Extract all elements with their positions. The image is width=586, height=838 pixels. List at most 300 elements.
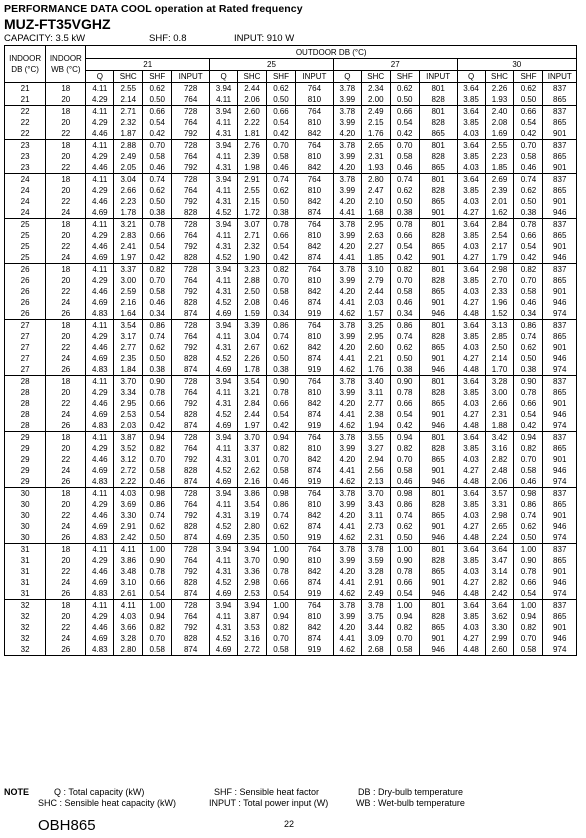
data-cell: 0.58 (390, 465, 419, 476)
indoor-wb-cell: 24 (46, 252, 86, 264)
table-row (5, 432, 577, 444)
indoor-db-cell: 28 (5, 376, 46, 388)
data-cell: 4.83 (86, 644, 114, 656)
data-cell: 828 (172, 409, 210, 420)
data-cell: 1.00 (514, 544, 543, 556)
data-cell: 728 (172, 600, 210, 612)
data-cell: 764 (295, 264, 333, 276)
data-cell: 1.76 (361, 364, 390, 376)
data-cell: 0.58 (514, 465, 543, 476)
data-cell: 2.69 (485, 174, 514, 186)
column-header-shc: SHC (114, 71, 143, 83)
data-cell: 0.50 (514, 532, 543, 544)
table-row (5, 230, 577, 241)
indoor-db-cell: 24 (5, 185, 46, 196)
data-cell: 3.30 (485, 622, 514, 633)
data-cell: 828 (419, 275, 457, 286)
indoor-wb-cell: 26 (46, 308, 86, 320)
indoor-db-cell: 25 (5, 230, 46, 241)
note-shc: SHC : Sensible heat capacity (kW) (38, 798, 177, 808)
data-cell: 2.88 (114, 140, 143, 152)
data-cell: 0.78 (143, 387, 172, 398)
indoor-db-cell: 30 (5, 510, 46, 521)
data-cell: 837 (543, 432, 577, 444)
data-cell: 3.85 (457, 94, 485, 106)
performance-table (4, 45, 577, 656)
data-cell: 0.50 (390, 196, 419, 207)
data-cell: 0.82 (143, 264, 172, 276)
data-cell: 828 (419, 117, 457, 128)
data-cell: 3.30 (114, 510, 143, 521)
table-row (5, 297, 577, 308)
table-row (5, 140, 577, 152)
indoor-db-cell: 23 (5, 151, 46, 162)
data-cell: 828 (419, 611, 457, 622)
data-cell: 0.58 (143, 286, 172, 297)
data-cell: 0.66 (266, 106, 295, 118)
data-cell: 3.62 (485, 611, 514, 622)
data-cell: 801 (419, 600, 457, 612)
data-cell: 4.20 (333, 128, 361, 140)
data-cell: 0.62 (143, 83, 172, 95)
data-cell: 0.54 (514, 409, 543, 420)
data-cell: 0.78 (143, 219, 172, 231)
data-cell: 865 (419, 286, 457, 297)
data-cell: 2.85 (485, 331, 514, 342)
column-header-q: Q (457, 71, 485, 83)
data-cell: 0.70 (514, 275, 543, 286)
data-cell: 0.90 (514, 555, 543, 566)
data-cell: 2.31 (361, 151, 390, 162)
data-cell: 828 (419, 185, 457, 196)
data-cell: 3.19 (238, 510, 267, 521)
data-cell: 4.31 (210, 566, 238, 577)
data-cell: 842 (295, 566, 333, 577)
data-cell: 0.78 (266, 387, 295, 398)
data-cell: 828 (419, 151, 457, 162)
table-row (5, 94, 577, 106)
indoor-db-cell: 23 (5, 162, 46, 174)
data-cell: 4.69 (210, 532, 238, 544)
data-cell: 4.69 (86, 577, 114, 588)
data-cell: 3.78 (333, 600, 361, 612)
data-cell: 0.46 (390, 162, 419, 174)
data-cell: 0.78 (266, 566, 295, 577)
data-cell: 837 (543, 140, 577, 152)
data-cell: 865 (419, 241, 457, 252)
data-cell: 919 (295, 308, 333, 320)
data-cell: 842 (295, 162, 333, 174)
data-cell: 810 (295, 499, 333, 510)
data-cell: 4.48 (457, 476, 485, 488)
data-cell: 4.31 (210, 196, 238, 207)
data-cell: 3.86 (238, 488, 267, 500)
data-cell: 874 (295, 297, 333, 308)
data-cell: 728 (172, 320, 210, 332)
data-cell: 828 (172, 465, 210, 476)
data-cell: 0.78 (514, 219, 543, 231)
data-cell: 4.03 (457, 162, 485, 174)
data-cell: 0.86 (143, 499, 172, 510)
data-cell: 828 (419, 387, 457, 398)
data-cell: 1.72 (238, 207, 267, 219)
data-cell: 810 (295, 331, 333, 342)
data-cell: 0.98 (266, 488, 295, 500)
document-title (4, 3, 303, 15)
data-cell: 0.66 (390, 398, 419, 409)
data-cell: 1.00 (266, 544, 295, 556)
data-cell: 4.46 (86, 162, 114, 174)
table-row (5, 398, 577, 409)
data-cell: 2.54 (485, 230, 514, 241)
data-cell: 865 (543, 387, 577, 398)
data-cell: 2.06 (238, 94, 267, 106)
data-cell: 3.99 (333, 331, 361, 342)
data-cell: 2.27 (361, 241, 390, 252)
data-cell: 4.83 (86, 588, 114, 600)
table-row (5, 443, 577, 454)
data-cell: 3.86 (114, 555, 143, 566)
data-cell: 4.29 (86, 555, 114, 566)
data-cell: 842 (295, 241, 333, 252)
data-cell: 4.11 (86, 432, 114, 444)
data-cell: 2.95 (361, 219, 390, 231)
data-cell: 0.70 (143, 140, 172, 152)
data-cell: 0.50 (143, 94, 172, 106)
data-cell: 2.76 (238, 140, 267, 152)
indoor-db-cell: 22 (5, 106, 46, 118)
data-cell: 0.82 (390, 264, 419, 276)
data-cell: 4.29 (86, 499, 114, 510)
data-cell: 0.34 (266, 308, 295, 320)
data-cell: 3.94 (210, 219, 238, 231)
indoor-db-cell: 30 (5, 521, 46, 532)
data-cell: 4.03 (457, 398, 485, 409)
data-cell: 3.78 (333, 106, 361, 118)
indoor-wb-cell: 18 (46, 219, 86, 231)
data-cell: 0.66 (390, 577, 419, 588)
data-cell: 901 (419, 353, 457, 364)
data-cell: 2.33 (485, 286, 514, 297)
data-cell: 0.90 (390, 376, 419, 388)
column-header-q: Q (333, 71, 361, 83)
data-cell: 1.00 (390, 544, 419, 556)
indoor-wb-cell: 20 (46, 555, 86, 566)
data-cell: 1.79 (485, 252, 514, 264)
data-cell: 1.98 (238, 162, 267, 174)
data-cell: 0.74 (266, 174, 295, 186)
indoor-db-cell: 26 (5, 297, 46, 308)
data-cell: 874 (295, 577, 333, 588)
data-cell: 4.20 (333, 162, 361, 174)
data-cell: 4.11 (86, 83, 114, 95)
data-cell: 4.20 (333, 286, 361, 297)
data-cell: 901 (419, 297, 457, 308)
data-cell: 4.29 (86, 275, 114, 286)
data-cell: 792 (172, 128, 210, 140)
indoor-db-cell: 30 (5, 488, 46, 500)
data-cell: 4.31 (210, 622, 238, 633)
data-cell: 0.46 (266, 162, 295, 174)
data-cell: 874 (172, 364, 210, 376)
data-cell: 0.90 (390, 555, 419, 566)
data-cell: 764 (172, 151, 210, 162)
data-cell: 792 (172, 241, 210, 252)
data-cell: 0.58 (266, 151, 295, 162)
data-cell: 837 (543, 544, 577, 556)
data-cell: 792 (172, 342, 210, 353)
data-cell: 0.58 (390, 151, 419, 162)
data-cell: 2.98 (238, 577, 267, 588)
table-row (5, 476, 577, 488)
data-cell: 4.48 (457, 532, 485, 544)
note-wb: WB : Wet-bulb temperature (356, 798, 465, 808)
data-cell: 0.74 (514, 174, 543, 186)
data-cell: 4.31 (210, 241, 238, 252)
data-cell: 1.62 (485, 207, 514, 219)
data-cell: 0.54 (143, 588, 172, 600)
data-cell: 0.62 (514, 342, 543, 353)
data-cell: 3.85 (457, 230, 485, 241)
data-cell: 0.54 (514, 241, 543, 252)
data-cell: 0.78 (390, 219, 419, 231)
data-cell: 810 (295, 117, 333, 128)
data-cell: 0.70 (143, 275, 172, 286)
data-cell: 4.27 (457, 577, 485, 588)
data-cell: 728 (172, 544, 210, 556)
data-cell: 974 (543, 364, 577, 376)
data-cell: 4.11 (210, 611, 238, 622)
indoor-db-cell: 22 (5, 117, 46, 128)
indoor-wb-cell: 20 (46, 443, 86, 454)
data-cell: 801 (419, 488, 457, 500)
data-cell: 4.46 (86, 510, 114, 521)
data-cell: 0.34 (143, 308, 172, 320)
data-cell: 3.64 (457, 544, 485, 556)
indoor-wb-cell: 22 (46, 128, 86, 140)
data-cell: 0.42 (390, 252, 419, 264)
data-cell: 4.20 (333, 454, 361, 465)
table-row (5, 555, 577, 566)
table-row (5, 185, 577, 196)
data-cell: 4.46 (86, 241, 114, 252)
data-cell: 3.23 (238, 264, 267, 276)
data-cell: 0.94 (514, 432, 543, 444)
data-cell: 3.07 (238, 219, 267, 231)
data-cell: 0.82 (514, 264, 543, 276)
data-cell: 3.25 (361, 320, 390, 332)
table-row (5, 219, 577, 231)
data-cell: 3.94 (210, 376, 238, 388)
data-cell: 3.78 (333, 376, 361, 388)
data-cell: 4.52 (210, 207, 238, 219)
data-cell: 1.96 (485, 297, 514, 308)
data-cell: 2.10 (361, 196, 390, 207)
data-cell: 874 (172, 588, 210, 600)
data-cell: 3.70 (238, 555, 267, 566)
data-cell: 0.70 (143, 633, 172, 644)
data-cell: 4.46 (86, 398, 114, 409)
data-cell: 1.87 (114, 128, 143, 140)
indoor-wb-cell: 24 (46, 521, 86, 532)
data-cell: 4.52 (210, 577, 238, 588)
data-cell: 3.52 (114, 443, 143, 454)
data-cell: 0.70 (390, 633, 419, 644)
data-cell: 4.20 (333, 196, 361, 207)
indoor-wb-cell: 18 (46, 376, 86, 388)
data-cell: 4.69 (86, 409, 114, 420)
data-cell: 4.03 (457, 128, 485, 140)
indoor-db-cell: 32 (5, 611, 46, 622)
data-cell: 3.78 (333, 83, 361, 95)
data-cell: 3.28 (361, 566, 390, 577)
data-cell: 3.94 (210, 106, 238, 118)
data-cell: 0.82 (266, 443, 295, 454)
data-cell: 0.58 (390, 286, 419, 297)
data-cell: 2.06 (485, 476, 514, 488)
data-cell: 901 (543, 398, 577, 409)
data-cell: 946 (543, 633, 577, 644)
notes-label: NOTE (4, 787, 30, 797)
data-cell: 2.44 (238, 409, 267, 420)
data-cell: 2.91 (114, 521, 143, 532)
data-cell: 0.82 (514, 443, 543, 454)
data-cell: 4.83 (86, 420, 114, 432)
data-cell: 4.03 (457, 196, 485, 207)
data-cell: 901 (419, 521, 457, 532)
indoor-wb-cell: 26 (46, 476, 86, 488)
data-cell: 2.26 (485, 83, 514, 95)
indoor-db-cell: 21 (5, 83, 46, 95)
data-cell: 3.16 (238, 633, 267, 644)
data-cell: 4.69 (86, 633, 114, 644)
indoor-db-cell: 27 (5, 320, 46, 332)
data-cell: 946 (419, 364, 457, 376)
indoor-wb-cell: 20 (46, 499, 86, 510)
data-cell: 4.20 (333, 342, 361, 353)
data-cell: 837 (543, 264, 577, 276)
data-cell: 3.78 (333, 174, 361, 186)
data-cell: 3.54 (238, 499, 267, 510)
data-cell: 865 (419, 398, 457, 409)
data-cell: 946 (543, 297, 577, 308)
data-cell: 3.70 (238, 432, 267, 444)
data-cell: 4.41 (333, 521, 361, 532)
data-cell: 4.41 (333, 577, 361, 588)
data-cell: 3.78 (333, 488, 361, 500)
table-row (5, 566, 577, 577)
data-cell: 1.93 (361, 162, 390, 174)
column-header-input: INPUT (172, 71, 210, 83)
data-cell: 865 (543, 185, 577, 196)
data-cell: 4.52 (210, 353, 238, 364)
data-cell: 0.42 (266, 252, 295, 264)
data-cell: 2.03 (361, 297, 390, 308)
data-cell: 2.40 (485, 106, 514, 118)
data-cell: 4.83 (86, 476, 114, 488)
data-cell: 3.64 (457, 600, 485, 612)
table-row (5, 83, 577, 95)
data-cell: 4.46 (86, 622, 114, 633)
data-cell: 0.94 (266, 611, 295, 622)
data-cell: 728 (172, 219, 210, 231)
data-cell: 4.46 (86, 196, 114, 207)
data-cell: 4.41 (333, 633, 361, 644)
data-cell: 0.70 (390, 454, 419, 465)
data-cell: 0.62 (143, 342, 172, 353)
data-cell: 4.03 (457, 510, 485, 521)
data-cell: 0.42 (143, 420, 172, 432)
data-cell: 1.57 (361, 308, 390, 320)
data-cell: 0.38 (143, 364, 172, 376)
indoor-wb-cell: 18 (46, 106, 86, 118)
data-cell: 764 (172, 185, 210, 196)
data-cell: 0.70 (266, 454, 295, 465)
data-cell: 0.66 (390, 230, 419, 241)
data-cell: 0.42 (266, 420, 295, 432)
data-cell: 842 (295, 454, 333, 465)
data-cell: 0.94 (143, 432, 172, 444)
data-cell: 837 (543, 83, 577, 95)
data-cell: 764 (295, 376, 333, 388)
data-cell: 4.11 (210, 555, 238, 566)
data-cell: 3.36 (238, 566, 267, 577)
data-cell: 874 (172, 532, 210, 544)
data-cell: 4.69 (210, 644, 238, 656)
data-cell: 3.85 (457, 185, 485, 196)
data-cell: 2.56 (361, 465, 390, 476)
table-row (5, 376, 577, 388)
data-cell: 874 (295, 252, 333, 264)
data-cell: 2.16 (114, 297, 143, 308)
indoor-wb-cell: 20 (46, 611, 86, 622)
data-cell: 2.98 (485, 510, 514, 521)
data-cell: 0.86 (266, 320, 295, 332)
data-cell: 2.17 (485, 241, 514, 252)
data-cell: 4.29 (86, 443, 114, 454)
data-cell: 0.62 (266, 185, 295, 196)
data-cell: 3.00 (485, 387, 514, 398)
indoor-db-cell: 28 (5, 420, 46, 432)
header-row-columns (5, 71, 577, 83)
indoor-wb-cell: 24 (46, 633, 86, 644)
indoor-db-cell: 29 (5, 465, 46, 476)
data-cell: 801 (419, 264, 457, 276)
data-cell: 0.74 (266, 331, 295, 342)
data-cell: 2.72 (114, 465, 143, 476)
indoor-wb-cell: 26 (46, 532, 86, 544)
data-cell: 1.00 (266, 600, 295, 612)
data-cell: 0.82 (390, 622, 419, 633)
data-cell: 4.29 (86, 185, 114, 196)
data-cell: 4.11 (210, 94, 238, 106)
data-cell: 0.62 (514, 521, 543, 532)
indoor-wb-cell: 26 (46, 364, 86, 376)
data-cell: 3.16 (485, 443, 514, 454)
data-cell: 801 (419, 432, 457, 444)
data-cell: 3.99 (333, 611, 361, 622)
data-cell: 2.39 (238, 151, 267, 162)
data-cell: 3.64 (457, 432, 485, 444)
data-cell: 1.76 (361, 128, 390, 140)
data-cell: 764 (295, 174, 333, 186)
data-cell: 4.41 (333, 465, 361, 476)
data-cell: 4.27 (457, 353, 485, 364)
data-cell: 3.66 (114, 622, 143, 633)
indoor-wb-cell: 18 (46, 140, 86, 152)
table-row (5, 465, 577, 476)
data-cell: 828 (172, 353, 210, 364)
